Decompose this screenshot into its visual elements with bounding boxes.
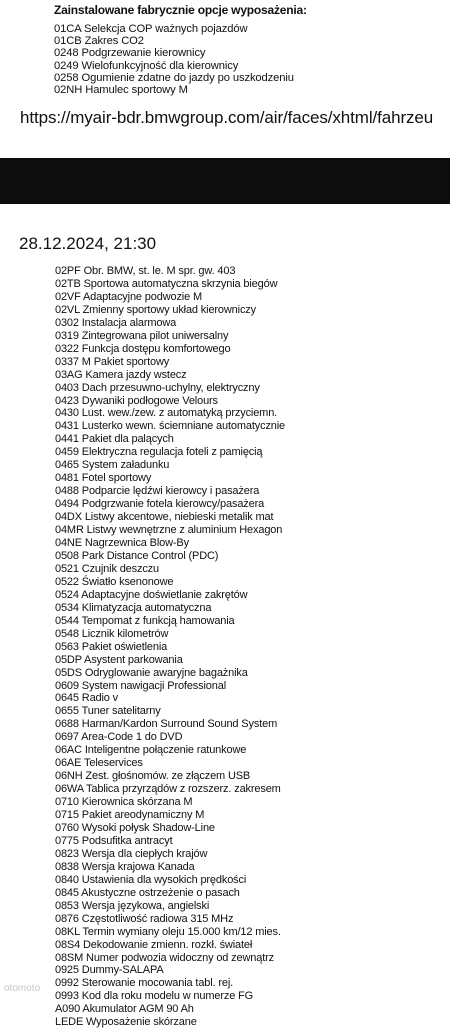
list-item: 0710 Kierownica skórzana M [55, 796, 193, 809]
list-item: 05DS Odryglowanie awaryjne bagażnika [55, 666, 248, 679]
top-screenshot-section [0, 0, 450, 158]
list-item: 0524 Adaptacyjne doświetlanie zakrętów [55, 588, 248, 601]
list-item: 0715 Pakiet areodynamiczny M [55, 809, 205, 822]
list-item: 0876 Częstotliwość radiowa 315 MHz [55, 912, 234, 925]
list-item: 06AE Teleservices [55, 757, 143, 770]
list-item: 0465 System załadunku [55, 459, 170, 472]
list-item: 0337 M Pakiet sportowy [55, 355, 170, 368]
list-item: 0431 Lusterko wewn. ściemniane automatycznie [55, 420, 286, 433]
list-item: 01CB Zakres CO2 [54, 35, 144, 48]
list-item: 0925 Dummy-SALAPA [55, 964, 164, 977]
list-item: 0992 Sterowanie mocowania tabl. rej. [55, 977, 234, 990]
list-item: 0563 Pakiet oświetlenia [55, 640, 168, 653]
list-item: 0459 Elektryczna regulacja foteli z pamięcią [55, 446, 263, 459]
list-item: 05DP Asystent parkowania [55, 653, 183, 666]
list-item: 02VF Adaptacyjne podwozie M [55, 290, 202, 303]
list-item: 0697 Area-Code 1 do DVD [55, 731, 183, 744]
bottom-screenshot-section [0, 204, 450, 1029]
dark-separator-band [0, 158, 450, 204]
list-item: 06AC Inteligentne połączenie ratunkowe [55, 744, 247, 757]
factory-options-list [54, 23, 294, 96]
list-item: 0430 Lust. wew./zew. z automatyką przyciemn. [55, 407, 278, 420]
list-item: 0403 Dach przesuwno-uchylny, elektryczny [55, 381, 260, 394]
list-item: 0319 Zintegrowana pilot uniwersalny [55, 329, 229, 342]
list-item: 0441 Pakiet dla palących [55, 433, 174, 446]
list-item: 04DX Listwy akcentowe, niebieski metalik mat [55, 511, 274, 524]
list-item: 0775 Podsufitka antracyt [55, 834, 173, 847]
list-item: LEDE Wyposażenie skórzane [55, 1016, 197, 1029]
list-item: 0655 Tuner satelitarny [55, 705, 161, 718]
list-item: 08S4 Dekodowanie zmienn. rozkł. świateł [55, 938, 253, 951]
factory-options-title: Zainstalowane fabrycznie opcje wyposażenia: [54, 3, 307, 17]
list-item: 02VL Zmienny sportowy układ kierowniczy [55, 303, 256, 316]
list-item: 0823 Wersja dla ciepłych krajów [55, 847, 208, 860]
list-item: 0249 Wielofunkcyjność dla kierownicy [54, 59, 239, 72]
list-item: 0522 Światło ksenonowe [55, 575, 174, 588]
list-item: 06WA Tablica przyrządów z rozszerz. zakresem [55, 783, 281, 796]
list-item: 0838 Wersja krajowa Kanada [55, 860, 195, 873]
list-item: 03AG Kamera jazdy wstecz [55, 368, 187, 381]
list-item: 08KL Termin wymiany oleju 15.000 km/12 mies. [55, 925, 281, 938]
list-item: 0302 Instalacja alarmowa [55, 316, 177, 329]
list-item: 08SM Numer podwozia widoczny od zewnątrz [55, 951, 274, 964]
list-item: 0508 Park Distance Control (PDC) [55, 549, 219, 562]
list-item: 0845 Akustyczne ostrzeżenie o pasach [55, 886, 240, 899]
list-item: 0544 Tempomat z funkcją hamowania [55, 614, 235, 627]
list-item: 0423 Dywaniki podłogowe Velours [55, 394, 218, 407]
list-item: 0688 Harman/Kardon Surround Sound System [55, 718, 278, 731]
list-item: 0609 System nawigacji Professional [55, 679, 226, 692]
list-item: 01CA Selekcja COP ważnych pojazdów [54, 23, 248, 35]
list-item: 02NH Hamulec sportowy M [54, 84, 188, 97]
list-item: 06NH Zest. głośnomów. ze złączem USB [55, 770, 251, 783]
list-item: 0993 Kod dla roku modelu w numerze FG [55, 990, 254, 1003]
list-item: 0248 Podgrzewanie kierownicy [54, 47, 206, 60]
list-item: 02TB Sportowa automatyczna skrzynia biegów [55, 277, 278, 290]
report-datetime: 28.12.2024, 21:30 [19, 234, 157, 253]
equipment-code-list [55, 265, 285, 1029]
list-item: 0534 Klimatyzacja automatyczna [55, 601, 212, 614]
list-item: 02PF Obr. BMW, st. le. M spr. gw. 403 [55, 265, 236, 277]
list-item: 0494 Podgrzwanie fotela kierowcy/pasażera [55, 498, 265, 511]
list-item: 0840 Ustawienia dla wysokich prędkości [55, 873, 247, 886]
list-item: 04NE Nagrzewnica Blow-By [55, 537, 189, 550]
source-url-link[interactable]: https://myair-bdr.bmwgroup.com/air/faces/xhtml/fahrzeu [20, 108, 434, 127]
list-item: 0258 Ogumienie zdatne do jazdy po uszkodzeniu [54, 71, 294, 84]
list-item: A090 Akumulator AGM 90 Ah [55, 1003, 194, 1016]
list-item: 0488 Podparcie lędźwi kierowcy i pasażera [55, 485, 260, 498]
list-item: 04MR Listwy wewnętrzne z aluminium Hexagon [55, 524, 283, 537]
list-item: 0645 Radio v [55, 692, 119, 705]
list-item: 0481 Fotel sportowy [55, 472, 152, 485]
list-item: 0548 Licznik kilometrów [55, 627, 169, 640]
list-item: 0521 Czujnik deszczu [55, 562, 160, 575]
list-item: 0760 Wysoki połysk Shadow-Line [55, 821, 215, 834]
list-item: 0853 Wersja językowa, angielski [55, 899, 210, 912]
watermark-logo: otomoto [4, 983, 41, 994]
list-item: 0322 Funkcja dostępu komfortowego [55, 342, 231, 355]
